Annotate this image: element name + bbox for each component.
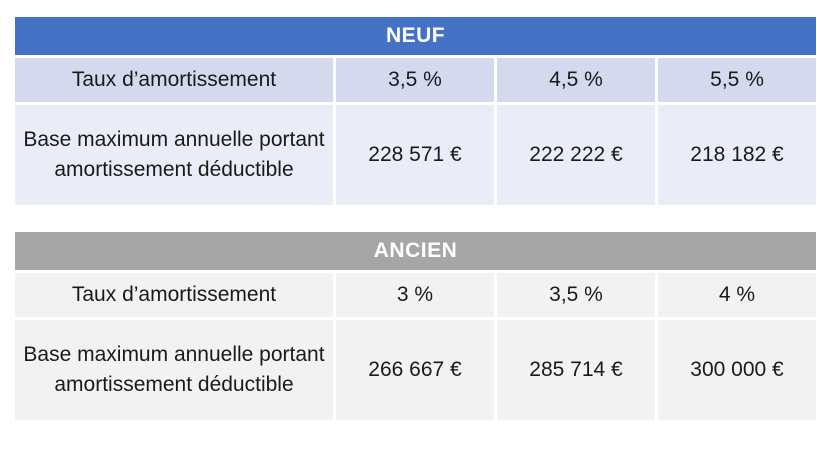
table-row [15, 273, 816, 317]
table-ancien-rate-value-2: 3,5 % [497, 273, 655, 317]
table-gap [12, 208, 805, 229]
table-neuf [12, 14, 817, 208]
table-neuf-banner: NEUF [15, 17, 816, 55]
table-neuf-base-label: Base maximum annuelle portant amortissement déductible [15, 105, 333, 205]
table-neuf-rate-label: Taux d’amortissement [15, 58, 333, 102]
table-ancien-rate-value-1: 3 % [336, 273, 494, 317]
table-row [15, 320, 816, 420]
table-ancien-banner: ANCIEN [15, 232, 816, 270]
table-ancien-base-value-2: 285 714 € [497, 320, 655, 420]
table-ancien [12, 229, 817, 423]
table-ancien-rate-label: Taux d’amortissement [15, 273, 333, 317]
table-neuf-base-value-3: 218 182 € [658, 105, 816, 205]
table-neuf-base-value-1: 228 571 € [336, 105, 494, 205]
table-row [15, 17, 816, 55]
table-ancien-rate-value-3: 4 % [658, 273, 816, 317]
table-row [15, 58, 816, 102]
table-neuf-base-value-2: 222 222 € [497, 105, 655, 205]
table-ancien-base-label: Base maximum annuelle portant amortissement déductible [15, 320, 333, 420]
table-neuf-rate-value-3: 5,5 % [658, 58, 816, 102]
table-neuf-rate-value-1: 3,5 % [336, 58, 494, 102]
table-row [15, 105, 816, 205]
table-ancien-base-value-1: 266 667 € [336, 320, 494, 420]
table-row [15, 232, 816, 270]
table-neuf-rate-value-2: 4,5 % [497, 58, 655, 102]
table-ancien-base-value-3: 300 000 € [658, 320, 816, 420]
